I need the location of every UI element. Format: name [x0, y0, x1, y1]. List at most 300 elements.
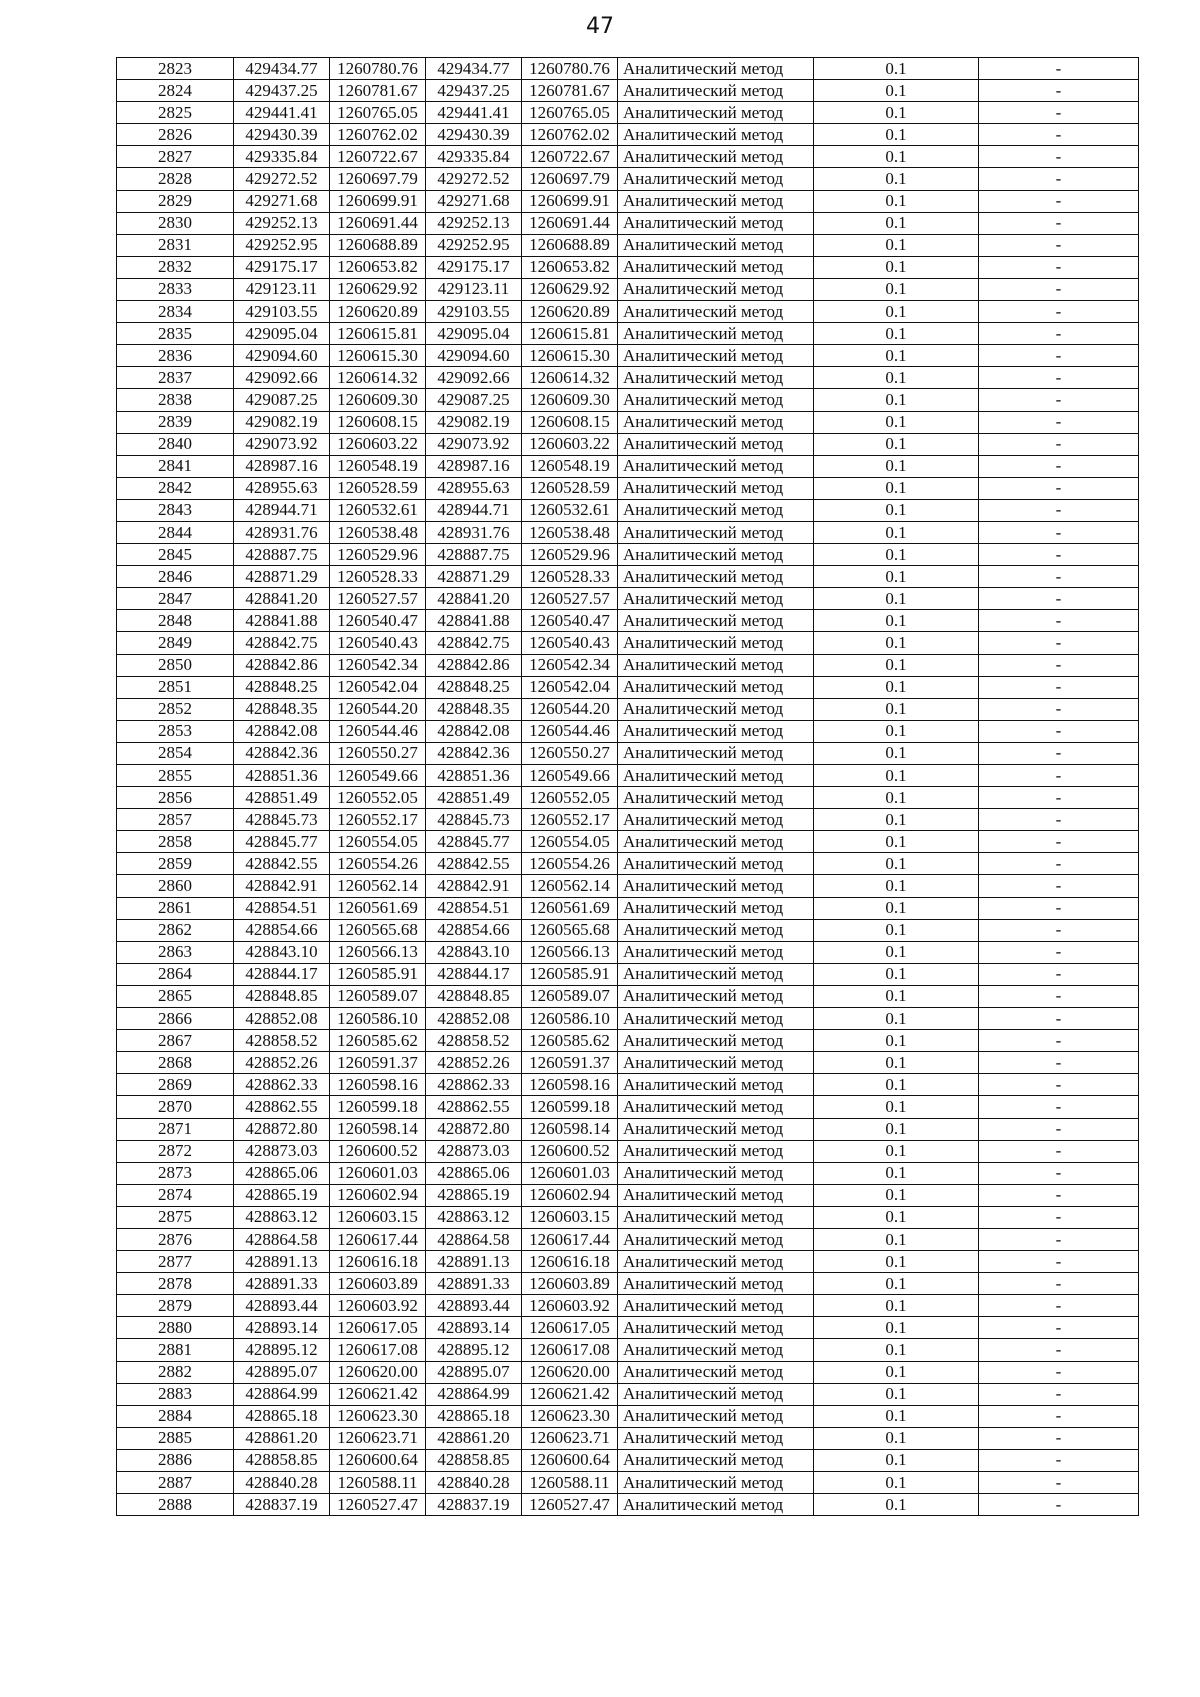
method-cell: Аналитический метод: [618, 566, 814, 588]
x1-cell: 428837.19: [234, 1494, 330, 1516]
y2-cell: 1260780.76: [522, 58, 618, 80]
method-cell: Аналитический метод: [618, 919, 814, 941]
y2-cell: 1260615.30: [522, 345, 618, 367]
table-row: [117, 1494, 1139, 1516]
y1-cell: 1260608.15: [330, 411, 426, 433]
y1-cell: 1260554.05: [330, 831, 426, 853]
note-cell: -: [979, 1295, 1139, 1317]
method-cell: Аналитический метод: [618, 831, 814, 853]
note-cell: -: [979, 1361, 1139, 1383]
x1-cell: 428895.12: [234, 1339, 330, 1361]
x1-cell: 428845.73: [234, 809, 330, 831]
point-id-cell: 2842: [117, 477, 234, 499]
point-id-cell: 2850: [117, 654, 234, 676]
point-id-cell: 2867: [117, 1030, 234, 1052]
method-cell: Аналитический метод: [618, 1494, 814, 1516]
method-cell: Аналитический метод: [618, 146, 814, 168]
x2-cell: 428865.18: [426, 1405, 522, 1427]
x2-cell: 428851.49: [426, 787, 522, 809]
y2-cell: 1260620.89: [522, 301, 618, 323]
y1-cell: 1260615.81: [330, 323, 426, 345]
note-cell: -: [979, 190, 1139, 212]
x2-cell: 428851.36: [426, 765, 522, 787]
y2-cell: 1260588.11: [522, 1472, 618, 1494]
y2-cell: 1260600.52: [522, 1140, 618, 1162]
x2-cell: 428865.06: [426, 1162, 522, 1184]
table-row: [117, 278, 1139, 300]
table-row: [117, 190, 1139, 212]
point-id-cell: 2859: [117, 853, 234, 875]
y2-cell: 1260528.59: [522, 477, 618, 499]
accuracy-cell: 0.1: [814, 1162, 979, 1184]
y2-cell: 1260540.43: [522, 632, 618, 654]
method-cell: Аналитический метод: [618, 455, 814, 477]
y1-cell: 1260603.89: [330, 1273, 426, 1295]
y1-cell: 1260603.15: [330, 1206, 426, 1228]
y1-cell: 1260762.02: [330, 124, 426, 146]
y1-cell: 1260615.30: [330, 345, 426, 367]
y2-cell: 1260697.79: [522, 168, 618, 190]
method-cell: Аналитический метод: [618, 787, 814, 809]
note-cell: -: [979, 544, 1139, 566]
y2-cell: 1260544.46: [522, 720, 618, 742]
point-id-cell: 2833: [117, 278, 234, 300]
accuracy-cell: 0.1: [814, 212, 979, 234]
x1-cell: 429272.52: [234, 168, 330, 190]
method-cell: Аналитический метод: [618, 1449, 814, 1471]
x2-cell: 428848.85: [426, 985, 522, 1007]
x2-cell: 429175.17: [426, 256, 522, 278]
x1-cell: 428841.20: [234, 588, 330, 610]
method-cell: Аналитический метод: [618, 720, 814, 742]
y2-cell: 1260528.33: [522, 566, 618, 588]
method-cell: Аналитический метод: [618, 521, 814, 543]
point-id-cell: 2883: [117, 1383, 234, 1405]
x1-cell: 429092.66: [234, 367, 330, 389]
table-row: [117, 124, 1139, 146]
x1-cell: 429123.11: [234, 278, 330, 300]
x2-cell: 428862.55: [426, 1096, 522, 1118]
table-body: [117, 58, 1139, 1516]
point-id-cell: 2830: [117, 212, 234, 234]
x1-cell: 428842.36: [234, 742, 330, 764]
point-id-cell: 2834: [117, 301, 234, 323]
accuracy-cell: 0.1: [814, 963, 979, 985]
accuracy-cell: 0.1: [814, 256, 979, 278]
method-cell: Аналитический метод: [618, 301, 814, 323]
x2-cell: 428891.33: [426, 1273, 522, 1295]
accuracy-cell: 0.1: [814, 985, 979, 1007]
x2-cell: 428843.10: [426, 941, 522, 963]
x1-cell: 429087.25: [234, 389, 330, 411]
x1-cell: 428842.75: [234, 632, 330, 654]
point-id-cell: 2860: [117, 875, 234, 897]
accuracy-cell: 0.1: [814, 787, 979, 809]
y1-cell: 1260588.11: [330, 1472, 426, 1494]
x1-cell: 428891.13: [234, 1251, 330, 1273]
x2-cell: 428854.51: [426, 897, 522, 919]
note-cell: -: [979, 1494, 1139, 1516]
x2-cell: 428944.71: [426, 499, 522, 521]
x2-cell: 428861.20: [426, 1427, 522, 1449]
method-cell: Аналитический метод: [618, 367, 814, 389]
x1-cell: 428865.06: [234, 1162, 330, 1184]
y1-cell: 1260585.91: [330, 963, 426, 985]
x2-cell: 428840.28: [426, 1472, 522, 1494]
method-cell: Аналитический метод: [618, 1273, 814, 1295]
table-row: [117, 1273, 1139, 1295]
note-cell: -: [979, 698, 1139, 720]
x1-cell: 428840.28: [234, 1472, 330, 1494]
accuracy-cell: 0.1: [814, 1472, 979, 1494]
table-row: [117, 963, 1139, 985]
x1-cell: 429252.13: [234, 212, 330, 234]
y2-cell: 1260602.94: [522, 1184, 618, 1206]
note-cell: -: [979, 941, 1139, 963]
point-id-cell: 2841: [117, 455, 234, 477]
x1-cell: 428862.55: [234, 1096, 330, 1118]
y1-cell: 1260528.33: [330, 566, 426, 588]
x1-cell: 429434.77: [234, 58, 330, 80]
y2-cell: 1260550.27: [522, 742, 618, 764]
y1-cell: 1260544.46: [330, 720, 426, 742]
x2-cell: 428842.36: [426, 742, 522, 764]
x2-cell: 428873.03: [426, 1140, 522, 1162]
note-cell: -: [979, 1206, 1139, 1228]
accuracy-cell: 0.1: [814, 610, 979, 632]
accuracy-cell: 0.1: [814, 1206, 979, 1228]
note-cell: -: [979, 345, 1139, 367]
method-cell: Аналитический метод: [618, 389, 814, 411]
y1-cell: 1260616.18: [330, 1251, 426, 1273]
accuracy-cell: 0.1: [814, 632, 979, 654]
x1-cell: 429335.84: [234, 146, 330, 168]
point-id-cell: 2864: [117, 963, 234, 985]
x2-cell: 429092.66: [426, 367, 522, 389]
y1-cell: 1260781.67: [330, 80, 426, 102]
note-cell: -: [979, 588, 1139, 610]
x2-cell: 428871.29: [426, 566, 522, 588]
table-row: [117, 345, 1139, 367]
y2-cell: 1260529.96: [522, 544, 618, 566]
method-cell: Аналитический метод: [618, 1140, 814, 1162]
table-row: [117, 787, 1139, 809]
accuracy-cell: 0.1: [814, 544, 979, 566]
point-id-cell: 2869: [117, 1074, 234, 1096]
point-id-cell: 2838: [117, 389, 234, 411]
point-id-cell: 2885: [117, 1427, 234, 1449]
x1-cell: 428864.58: [234, 1228, 330, 1250]
method-cell: Аналитический метод: [618, 212, 814, 234]
table-row: [117, 1449, 1139, 1471]
point-id-cell: 2861: [117, 897, 234, 919]
y2-cell: 1260623.30: [522, 1405, 618, 1427]
point-id-cell: 2849: [117, 632, 234, 654]
x2-cell: 429073.92: [426, 433, 522, 455]
y1-cell: 1260552.17: [330, 809, 426, 831]
table-row: [117, 1361, 1139, 1383]
y1-cell: 1260600.64: [330, 1449, 426, 1471]
accuracy-cell: 0.1: [814, 1184, 979, 1206]
table-row: [117, 389, 1139, 411]
x2-cell: 428845.77: [426, 831, 522, 853]
method-cell: Аналитический метод: [618, 941, 814, 963]
x2-cell: 428852.08: [426, 1008, 522, 1030]
y1-cell: 1260529.96: [330, 544, 426, 566]
table-row: [117, 1008, 1139, 1030]
accuracy-cell: 0.1: [814, 1449, 979, 1471]
note-cell: -: [979, 1427, 1139, 1449]
x2-cell: 429095.04: [426, 323, 522, 345]
y2-cell: 1260538.48: [522, 521, 618, 543]
x2-cell: 428895.07: [426, 1361, 522, 1383]
method-cell: Аналитический метод: [618, 1118, 814, 1140]
x2-cell: 429441.41: [426, 102, 522, 124]
y2-cell: 1260603.22: [522, 433, 618, 455]
y1-cell: 1260603.22: [330, 433, 426, 455]
method-cell: Аналитический метод: [618, 610, 814, 632]
note-cell: -: [979, 1008, 1139, 1030]
point-id-cell: 2886: [117, 1449, 234, 1471]
x1-cell: 428863.12: [234, 1206, 330, 1228]
y1-cell: 1260586.10: [330, 1008, 426, 1030]
note-cell: -: [979, 367, 1139, 389]
note-cell: -: [979, 875, 1139, 897]
x1-cell: 428841.88: [234, 610, 330, 632]
y1-cell: 1260600.52: [330, 1140, 426, 1162]
method-cell: Аналитический метод: [618, 809, 814, 831]
point-id-cell: 2823: [117, 58, 234, 80]
x1-cell: 428852.08: [234, 1008, 330, 1030]
table-row: [117, 1162, 1139, 1184]
accuracy-cell: 0.1: [814, 875, 979, 897]
y2-cell: 1260527.57: [522, 588, 618, 610]
table-row: [117, 1184, 1139, 1206]
y2-cell: 1260601.03: [522, 1162, 618, 1184]
x2-cell: 429103.55: [426, 301, 522, 323]
accuracy-cell: 0.1: [814, 301, 979, 323]
y1-cell: 1260598.14: [330, 1118, 426, 1140]
y1-cell: 1260601.03: [330, 1162, 426, 1184]
note-cell: -: [979, 455, 1139, 477]
x2-cell: 428842.55: [426, 853, 522, 875]
accuracy-cell: 0.1: [814, 1339, 979, 1361]
y2-cell: 1260600.64: [522, 1449, 618, 1471]
x1-cell: 428861.20: [234, 1427, 330, 1449]
x2-cell: 429094.60: [426, 345, 522, 367]
point-id-cell: 2874: [117, 1184, 234, 1206]
method-cell: Аналитический метод: [618, 1405, 814, 1427]
x2-cell: 428862.33: [426, 1074, 522, 1096]
y1-cell: 1260617.08: [330, 1339, 426, 1361]
point-id-cell: 2848: [117, 610, 234, 632]
table-row: [117, 367, 1139, 389]
table-row: [117, 433, 1139, 455]
accuracy-cell: 0.1: [814, 278, 979, 300]
x1-cell: 428854.51: [234, 897, 330, 919]
point-id-cell: 2824: [117, 80, 234, 102]
note-cell: -: [979, 1052, 1139, 1074]
accuracy-cell: 0.1: [814, 698, 979, 720]
x2-cell: 428931.76: [426, 521, 522, 543]
note-cell: -: [979, 1405, 1139, 1427]
table-row: [117, 1228, 1139, 1250]
x1-cell: 428944.71: [234, 499, 330, 521]
y1-cell: 1260602.94: [330, 1184, 426, 1206]
note-cell: -: [979, 742, 1139, 764]
table-row: [117, 897, 1139, 919]
table-row: [117, 610, 1139, 632]
y2-cell: 1260542.34: [522, 654, 618, 676]
y1-cell: 1260609.30: [330, 389, 426, 411]
y1-cell: 1260629.92: [330, 278, 426, 300]
page-number: 47: [586, 14, 614, 39]
table-row: [117, 1074, 1139, 1096]
note-cell: -: [979, 610, 1139, 632]
y2-cell: 1260585.62: [522, 1030, 618, 1052]
x2-cell: 428865.19: [426, 1184, 522, 1206]
point-id-cell: 2884: [117, 1405, 234, 1427]
accuracy-cell: 0.1: [814, 367, 979, 389]
note-cell: -: [979, 212, 1139, 234]
point-id-cell: 2877: [117, 1251, 234, 1273]
x1-cell: 429437.25: [234, 80, 330, 102]
x2-cell: 428841.20: [426, 588, 522, 610]
x1-cell: 428871.29: [234, 566, 330, 588]
y2-cell: 1260554.26: [522, 853, 618, 875]
point-id-cell: 2868: [117, 1052, 234, 1074]
note-cell: -: [979, 919, 1139, 941]
y1-cell: 1260552.05: [330, 787, 426, 809]
y1-cell: 1260780.76: [330, 58, 426, 80]
note-cell: -: [979, 1273, 1139, 1295]
note-cell: -: [979, 566, 1139, 588]
note-cell: -: [979, 809, 1139, 831]
x2-cell: 429430.39: [426, 124, 522, 146]
point-id-cell: 2840: [117, 433, 234, 455]
table-row: [117, 521, 1139, 543]
y1-cell: 1260598.16: [330, 1074, 426, 1096]
y2-cell: 1260614.32: [522, 367, 618, 389]
y2-cell: 1260603.15: [522, 1206, 618, 1228]
table-row: [117, 1317, 1139, 1339]
y1-cell: 1260653.82: [330, 256, 426, 278]
method-cell: Аналитический метод: [618, 345, 814, 367]
method-cell: Аналитический метод: [618, 433, 814, 455]
accuracy-cell: 0.1: [814, 168, 979, 190]
table-row: [117, 875, 1139, 897]
table-row: [117, 698, 1139, 720]
point-id-cell: 2839: [117, 411, 234, 433]
point-id-cell: 2852: [117, 698, 234, 720]
note-cell: -: [979, 985, 1139, 1007]
accuracy-cell: 0.1: [814, 1295, 979, 1317]
x2-cell: 429437.25: [426, 80, 522, 102]
note-cell: -: [979, 1251, 1139, 1273]
y1-cell: 1260562.14: [330, 875, 426, 897]
point-id-cell: 2832: [117, 256, 234, 278]
note-cell: -: [979, 124, 1139, 146]
x1-cell: 428931.76: [234, 521, 330, 543]
table-row: [117, 301, 1139, 323]
method-cell: Аналитический метод: [618, 1228, 814, 1250]
y1-cell: 1260554.26: [330, 853, 426, 875]
y2-cell: 1260762.02: [522, 124, 618, 146]
accuracy-cell: 0.1: [814, 323, 979, 345]
accuracy-cell: 0.1: [814, 1251, 979, 1273]
note-cell: -: [979, 1096, 1139, 1118]
point-id-cell: 2866: [117, 1008, 234, 1030]
x1-cell: 428854.66: [234, 919, 330, 941]
y2-cell: 1260561.69: [522, 897, 618, 919]
accuracy-cell: 0.1: [814, 455, 979, 477]
x1-cell: 428848.35: [234, 698, 330, 720]
note-cell: -: [979, 1228, 1139, 1250]
x1-cell: 428848.85: [234, 985, 330, 1007]
note-cell: -: [979, 521, 1139, 543]
accuracy-cell: 0.1: [814, 1140, 979, 1162]
table-row: [117, 985, 1139, 1007]
table-row: [117, 1295, 1139, 1317]
method-cell: Аналитический метод: [618, 323, 814, 345]
point-id-cell: 2851: [117, 676, 234, 698]
accuracy-cell: 0.1: [814, 102, 979, 124]
y2-cell: 1260617.05: [522, 1317, 618, 1339]
y1-cell: 1260614.32: [330, 367, 426, 389]
x1-cell: 428872.80: [234, 1118, 330, 1140]
x2-cell: 428987.16: [426, 455, 522, 477]
note-cell: -: [979, 1074, 1139, 1096]
y2-cell: 1260549.66: [522, 765, 618, 787]
y1-cell: 1260620.00: [330, 1361, 426, 1383]
x2-cell: 428848.25: [426, 676, 522, 698]
accuracy-cell: 0.1: [814, 1317, 979, 1339]
note-cell: -: [979, 1339, 1139, 1361]
accuracy-cell: 0.1: [814, 654, 979, 676]
point-id-cell: 2872: [117, 1140, 234, 1162]
point-id-cell: 2854: [117, 742, 234, 764]
accuracy-cell: 0.1: [814, 919, 979, 941]
table-row: [117, 742, 1139, 764]
y2-cell: 1260615.81: [522, 323, 618, 345]
note-cell: -: [979, 1030, 1139, 1052]
x2-cell: 428858.85: [426, 1449, 522, 1471]
method-cell: Аналитический метод: [618, 765, 814, 787]
method-cell: Аналитический метод: [618, 1008, 814, 1030]
accuracy-cell: 0.1: [814, 1074, 979, 1096]
method-cell: Аналитический метод: [618, 742, 814, 764]
x1-cell: 428862.33: [234, 1074, 330, 1096]
table-row: [117, 80, 1139, 102]
table-row: [117, 168, 1139, 190]
y1-cell: 1260538.48: [330, 521, 426, 543]
y2-cell: 1260620.00: [522, 1361, 618, 1383]
accuracy-cell: 0.1: [814, 411, 979, 433]
point-id-cell: 2876: [117, 1228, 234, 1250]
note-cell: -: [979, 499, 1139, 521]
accuracy-cell: 0.1: [814, 477, 979, 499]
y2-cell: 1260765.05: [522, 102, 618, 124]
note-cell: -: [979, 720, 1139, 742]
method-cell: Аналитический метод: [618, 1030, 814, 1052]
accuracy-cell: 0.1: [814, 676, 979, 698]
note-cell: -: [979, 1472, 1139, 1494]
x2-cell: 428842.75: [426, 632, 522, 654]
accuracy-cell: 0.1: [814, 1228, 979, 1250]
y2-cell: 1260653.82: [522, 256, 618, 278]
y1-cell: 1260765.05: [330, 102, 426, 124]
note-cell: -: [979, 477, 1139, 499]
